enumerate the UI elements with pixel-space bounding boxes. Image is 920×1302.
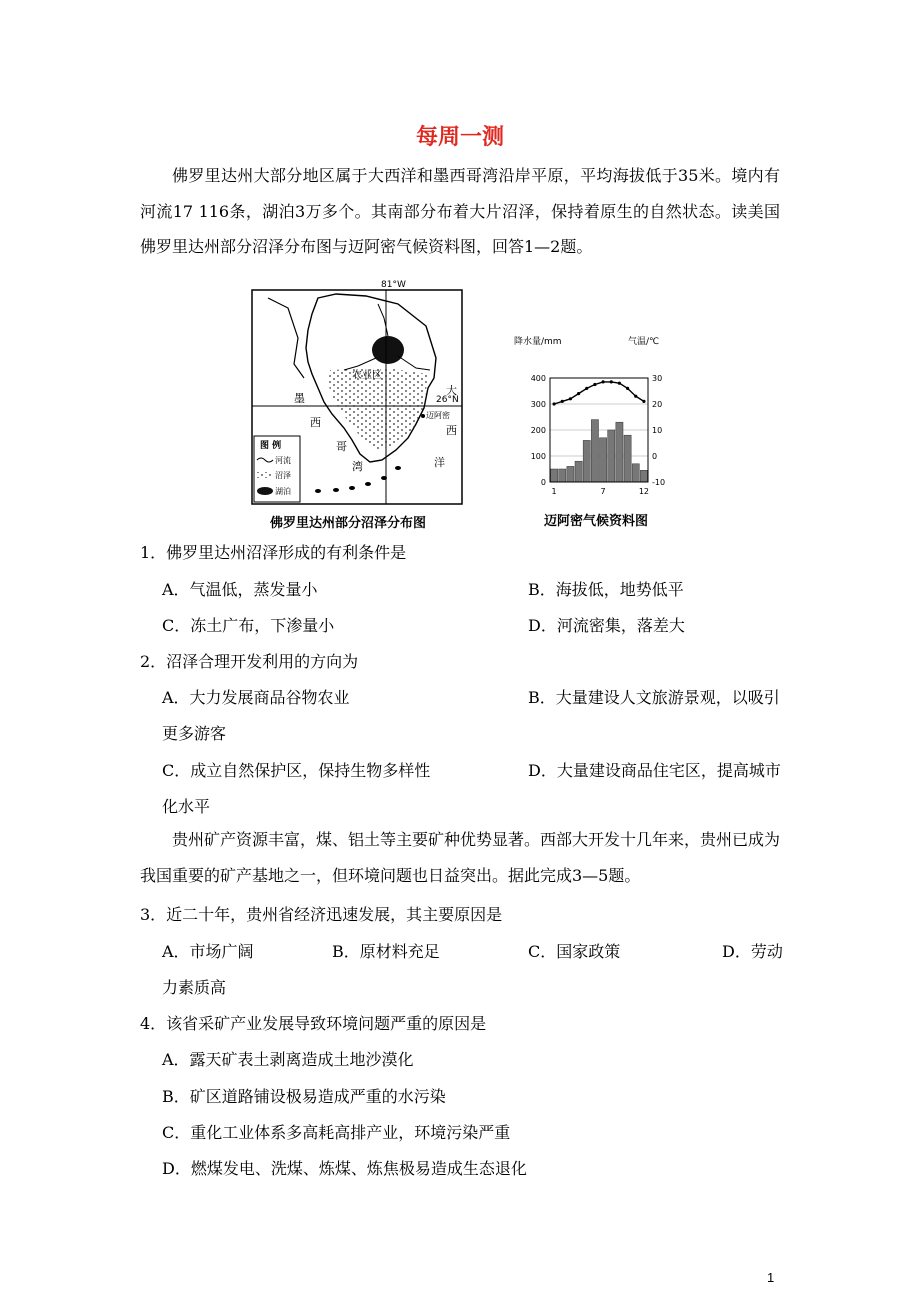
q2-option-a: A．大力发展商品谷物农业	[162, 688, 350, 707]
precip-bar	[608, 430, 615, 482]
river	[344, 358, 376, 370]
atlantic-char: 大	[446, 384, 457, 397]
temperature-point	[618, 382, 621, 385]
left-tick-label: 0	[540, 478, 546, 487]
q2-option-b-line1: B．大量建设人文旅游景观，以吸引	[528, 688, 780, 707]
river	[398, 356, 430, 370]
legend-river-label: 河流	[275, 456, 291, 465]
island	[365, 482, 371, 486]
map-svg	[248, 278, 468, 510]
precip-bar	[616, 422, 623, 482]
q1-option-a: A．气温低，蒸发量小	[162, 580, 318, 599]
climate-caption: 迈阿密气候资料图	[544, 514, 649, 529]
precip-bar	[632, 464, 639, 482]
legend-title: 图 例	[260, 441, 282, 451]
right-tick-label: 30	[652, 374, 663, 383]
legend-lake-symbol	[257, 487, 273, 495]
precip-bar	[624, 435, 631, 482]
q1-option-c: C．冻土广布，下渗量小	[162, 616, 335, 635]
q4-option-c: C．重化工业体系多高耗高排产业，环境污染严重	[162, 1123, 511, 1142]
x-tick-label: 7	[600, 487, 606, 496]
climate-chart-svg	[508, 330, 678, 502]
q4-option-d: D．燃煤发电、洗煤、炼煤、炼焦极易造成生态退化	[162, 1159, 527, 1178]
temperature-point	[561, 400, 564, 403]
q4-option-a: A．露天矿表土剥离造成土地沙漠化	[162, 1050, 414, 1069]
island	[315, 489, 321, 493]
intro-paragraph-2: 贵州矿产资源丰富，煤、铝土等主要矿种优势显著。西部大开发十几年来，贵州已成为我国重要的矿产基地之一，但环境问题也日益突出。据此完成3—5题。	[140, 830, 781, 885]
precip-bar	[640, 470, 647, 482]
left-tick-label: 200	[530, 426, 546, 435]
q3-option-d-line1: D．劳动	[722, 942, 783, 961]
q3-option-b: B．原材料充足	[332, 942, 440, 961]
miami-dot	[421, 414, 425, 418]
precip-bar	[591, 420, 598, 482]
island	[349, 486, 355, 490]
florida-swamp-map	[248, 278, 468, 510]
q3-option-a: A．市场广阔	[162, 942, 254, 961]
q1-stem: 1．佛罗里达州沼泽形成的有利条件是	[140, 543, 407, 562]
precip-bar	[600, 438, 607, 482]
gulf-char: 墨	[294, 392, 305, 405]
lake-okeechobee	[372, 336, 404, 364]
q2-stem: 2．沼泽合理开发利用的方向为	[140, 652, 359, 671]
temperature-line	[554, 382, 644, 404]
temperature-point	[569, 397, 572, 400]
legend-swamp-label: 沼泽	[275, 471, 291, 480]
miami-climate-chart	[508, 330, 678, 502]
right-tick-label: -10	[652, 478, 666, 487]
q4-stem: 4．该省采矿产业发展导致环境问题严重的原因是	[140, 1014, 487, 1033]
right-tick-label: 20	[652, 400, 663, 409]
left-axis-title: 降水量/mm	[514, 337, 562, 347]
page-number: 1	[767, 1270, 775, 1285]
q3-option-c: C．国家政策	[528, 942, 621, 961]
q3-stem: 3．近二十年，贵州省经济迅速发展，其主要原因是	[140, 905, 503, 924]
precip-bar	[575, 461, 582, 482]
temperature-point	[634, 395, 637, 398]
q1-option-d: D．河流密集，落差大	[528, 616, 685, 635]
legend-lake-label: 湖泊	[275, 487, 291, 496]
left-tick-label: 100	[530, 452, 546, 461]
lat-label: 26°N	[436, 395, 459, 405]
atlantic-char: 西	[446, 424, 457, 437]
temperature-point	[601, 380, 604, 383]
x-tick-label: 12	[638, 487, 650, 496]
lon-label: 81°W	[381, 280, 406, 290]
miami-label: 迈阿密	[426, 411, 450, 420]
gulf-char: 湾	[352, 460, 363, 473]
temperature-point	[585, 387, 588, 390]
q2-option-d-line1: D．大量建设商品住宅区，提高城市	[528, 761, 781, 780]
precip-bar	[559, 469, 566, 482]
q4-option-b: B．矿区道路铺设极易造成严重的水污染	[162, 1087, 446, 1106]
right-tick-label: 10	[652, 426, 663, 435]
q2-option-b-line2: 更多游客	[162, 724, 227, 743]
intro-paragraph-1: 佛罗里达州大部分地区属于大西洋和墨西哥湾沿岸平原，平均海拔低于35米。境内有河流17 116条，湖泊3万多个。其南部分布着大片沼泽，保持着原生的自然状态。读美国佛罗里达州部分沼泽分布图与迈阿密气候资料图，回答1—2题。	[140, 166, 780, 256]
map-caption: 佛罗里达州部分沼泽分布图	[270, 516, 427, 531]
left-tick-label: 400	[530, 374, 546, 383]
island	[381, 476, 387, 480]
temperature-point	[552, 402, 555, 405]
temperature-point	[642, 400, 645, 403]
island	[395, 466, 401, 470]
q2-option-c: C．成立自然保护区，保持生物多样性	[162, 761, 431, 780]
right-axis-title: 气温/℃	[628, 337, 660, 347]
temperature-point	[577, 392, 580, 395]
temperature-point	[610, 380, 613, 383]
q1-option-b: B．海拔低，地势低平	[528, 580, 684, 599]
right-tick-label: 0	[652, 452, 658, 461]
temperature-point	[593, 383, 596, 386]
gulf-char: 哥	[336, 440, 347, 453]
precip-bar	[583, 440, 590, 482]
left-tick-label: 300	[530, 400, 546, 409]
x-tick-label: 1	[551, 487, 557, 496]
gulf-char: 西	[310, 416, 321, 429]
q2-option-d-line2: 化水平	[162, 797, 211, 816]
precip-bar	[551, 469, 558, 482]
agri-label: 农业区	[352, 370, 382, 381]
page-title: 每周一测	[415, 125, 504, 150]
legend-swamp-symbol	[257, 472, 273, 478]
temperature-point	[626, 387, 629, 390]
gulf-coastline	[268, 298, 304, 378]
island	[333, 488, 339, 492]
atlantic-char: 洋	[434, 456, 445, 469]
q3-option-d-line2: 力素质高	[162, 978, 227, 997]
precip-bar	[567, 466, 574, 482]
